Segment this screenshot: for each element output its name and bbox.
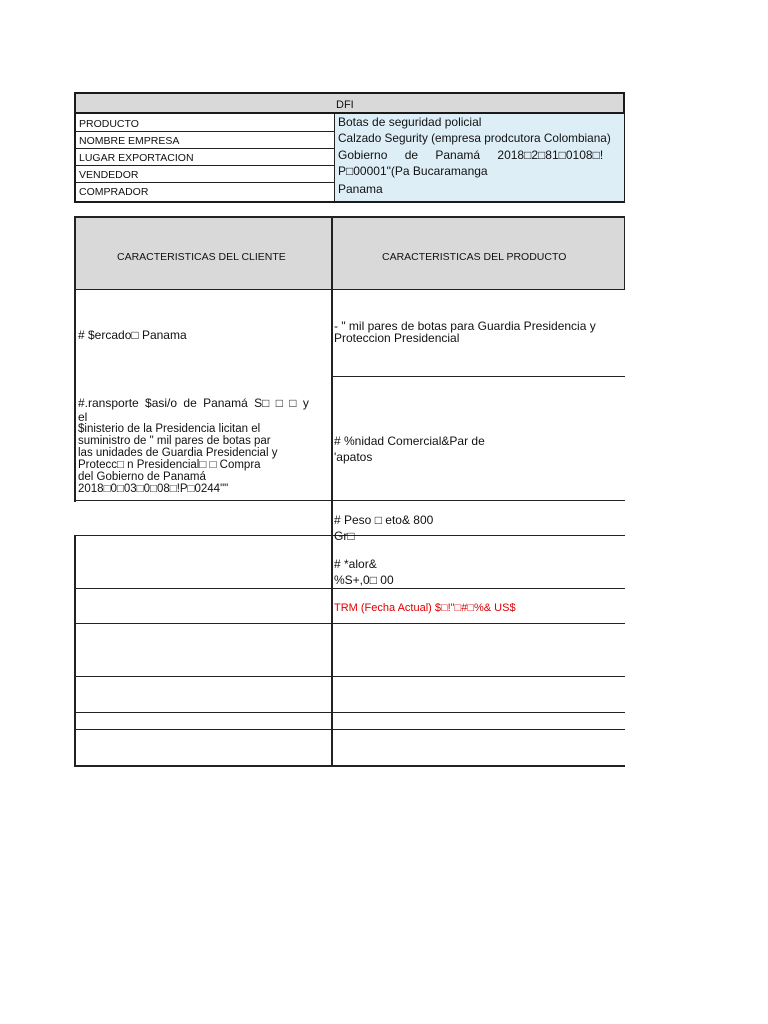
grid-line xyxy=(74,729,625,730)
product-weight-line: Gr□ xyxy=(334,529,355,543)
client-market: # $ercado□ Panama xyxy=(78,328,187,342)
grid-line xyxy=(74,676,625,677)
grid-line xyxy=(74,216,76,502)
grid-line xyxy=(331,216,333,767)
info-value: Calzado Segurity (empresa prodcutora Colombiana) xyxy=(338,131,611,145)
info-value: P□00001"(Pa Bucaramanga xyxy=(338,164,488,178)
info-label: LUGAR EXPORTACION xyxy=(79,152,194,164)
info-value: Gobierno de Panamá 2018□2□81□0108□! xyxy=(338,148,604,162)
info-label: NOMBRE EMPRESA xyxy=(79,135,180,147)
header-client: CARACTERISTICAS DEL CLIENTE xyxy=(117,251,286,263)
grid-line xyxy=(624,216,625,290)
product-trm: TRM (Fecha Actual) $□!"□#□%& US$ xyxy=(334,602,516,614)
grid-line xyxy=(74,289,625,290)
header-product: CARACTERISTICAS DEL PRODUCTO xyxy=(382,251,567,263)
grid-line xyxy=(74,765,625,767)
info-value: Botas de seguridad policial xyxy=(338,115,482,129)
product-weight-line: # Peso □ eto& 800 xyxy=(334,513,434,527)
client-transport-line: las unidades de Guardia Presidencial y xyxy=(78,447,278,459)
grid-line xyxy=(74,712,625,713)
client-transport-line: Protecc□ n Presidencial□ □ Compra xyxy=(78,459,261,471)
grid-line xyxy=(74,500,625,501)
product-unit-line: 'apatos xyxy=(334,450,373,464)
product-desc-line: - " mil pares de botas para Guardia Presidencia y xyxy=(334,319,596,333)
client-transport-line: el xyxy=(78,410,88,424)
dfi-label: DFI xyxy=(336,99,354,111)
client-transport-line: #.ransporte $asi/o de Panamá S□ □ □ y xyxy=(78,396,309,410)
info-label: COMPRADOR xyxy=(79,186,149,198)
client-transport-line: $inisterio de la Presidencia licitan el xyxy=(78,423,261,435)
grid-line xyxy=(74,536,76,767)
product-value-line: # *alor& xyxy=(334,557,377,571)
info-label: VENDEDOR xyxy=(79,169,139,181)
product-unit-line: # %nidad Comercial&Par de xyxy=(334,434,485,448)
grid-line xyxy=(74,216,625,218)
grid-line xyxy=(74,588,625,589)
product-desc-line: Proteccion Presidencial xyxy=(334,331,460,345)
grid-line xyxy=(333,376,625,377)
client-transport-line: suministro de " mil pares de botas par xyxy=(78,435,271,447)
grid-line xyxy=(74,623,625,624)
info-label: PRODUCTO xyxy=(79,118,139,130)
product-value-line: %S+,0□ 00 xyxy=(334,573,394,587)
client-transport-line: del Gobierno de Panamá xyxy=(78,471,206,483)
client-transport-block xyxy=(78,397,330,495)
client-transport-line: 2018□0□03□0□08□!P□0244"" xyxy=(78,483,229,495)
info-value: Panama xyxy=(338,182,383,196)
